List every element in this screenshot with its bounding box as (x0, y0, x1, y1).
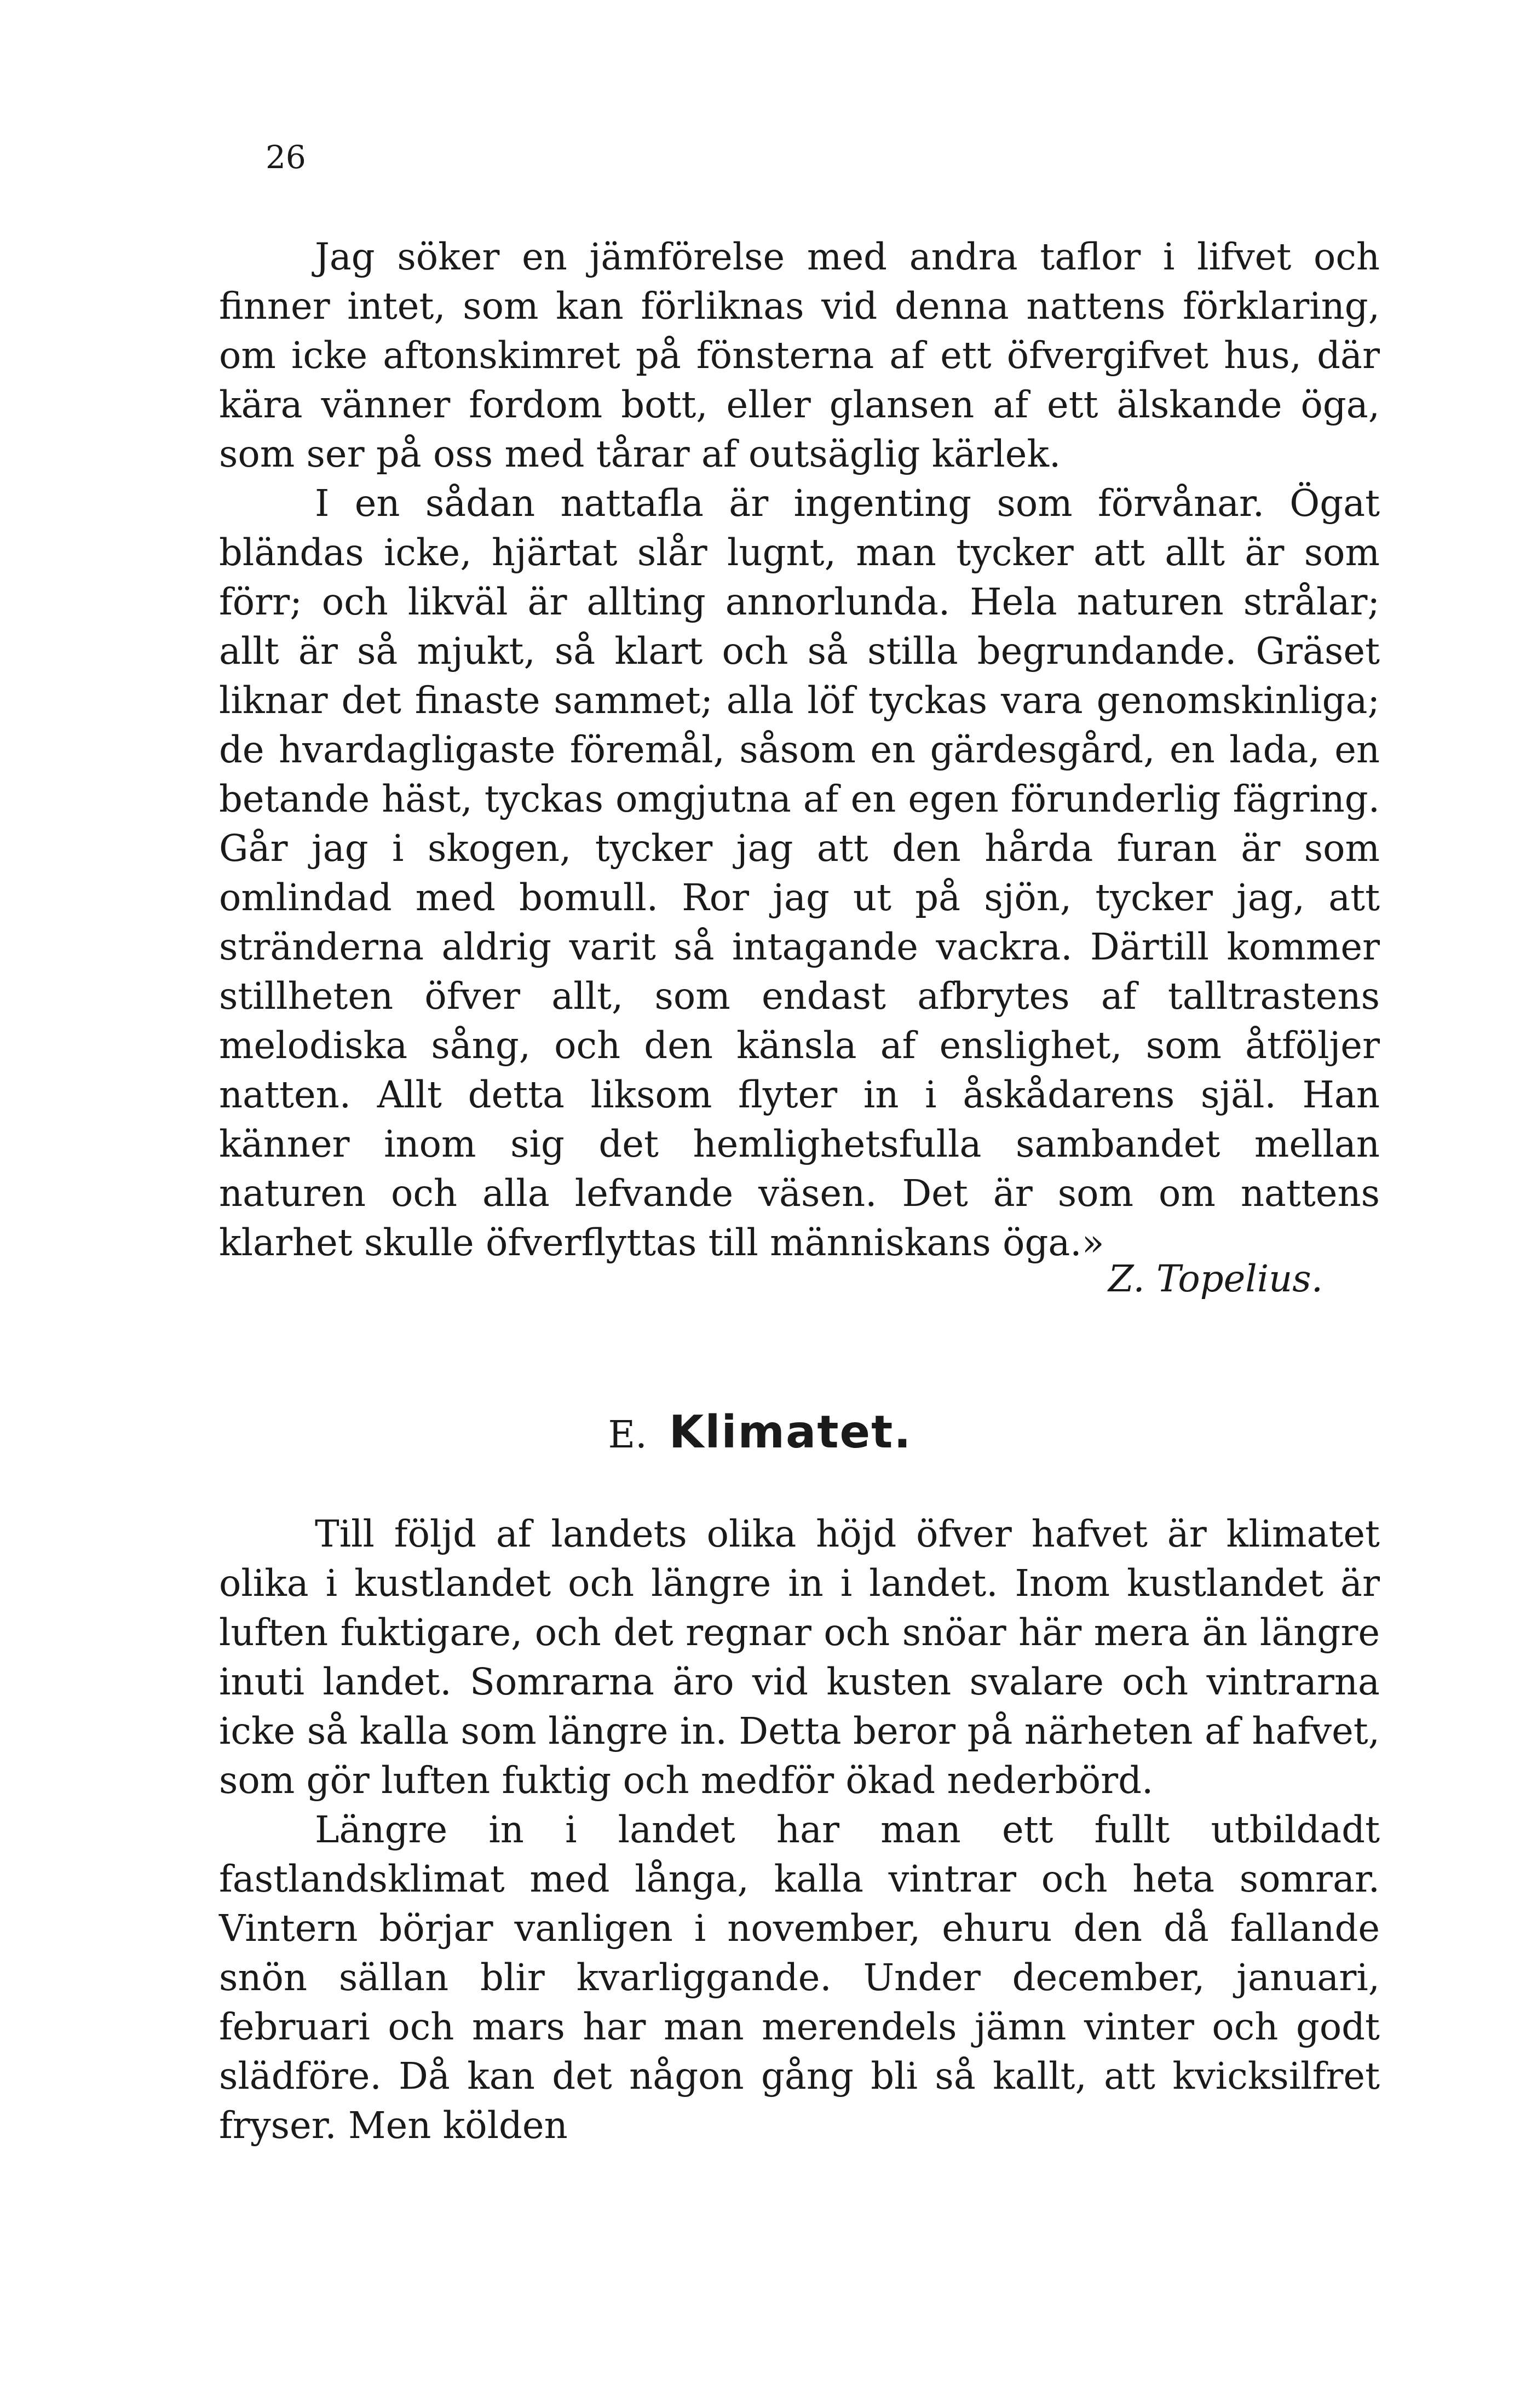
passage-paragraph-2: I en sådan nattafla är ingenting som förvånar. Ögat bländas icke, hjärtat slår lugnt, man tycker att allt är som förr; och likväl är allting annorlunda. Hela naturen strålar; allt är så mjukt, så klart och så stilla begrundande. Gräset liknar det finaste sammet; alla löf tyckas vara genomskinliga; de hvardagligaste föremål, såsom en gärdesgård, en lada, en betande häst, tyckas omgjutna af en egen förunderlig fägring. Går jag i skogen, tycker jag att den hårda furan är som omlindad med bomull. Ror jag ut på sjön, tycker jag, att stränderna aldrig varit så intagande vackra. Därtill kommer stillheten öfver allt, som endast afbrytes af talltrastens melodiska sång, och den känsla af enslighet, som åtföljer natten. Allt detta liksom flyter in i åskådarens själ. Han känner inom sig det hemlighetsfulla sambandet mellan naturen och alla lefvande väsen. Det är som om nattens klarhet skulle öfverflyttas till människans öga.» (219, 482, 1380, 1264)
quoted-passage (219, 232, 1380, 1267)
passage-paragraph-1: Jag söker en jämförelse med andra taflor i lifvet och finner intet, som kan förliknas vid denna nattens förklaring, om icke aftonskimret på fönsterna af ett öfvergifvet hus, där kära vänner fordom bott, eller glansen af ett älskande öga, som ser på oss med tårar af outsäglig kärlek. (219, 235, 1380, 475)
section-paragraph-1: Till följd af landets olika höjd öfver hafvet är klimatet olika i kustlandet och längre in i landet. Inom kustlandet är luften fuktigare, och det regnar och snöar här mera än längre inuti landet. Somrarna äro vid kusten svalare och vintrarna icke så kalla som längre in. Detta beror på närheten af hafvet, som gör luften fuktig och medför ökad nederbörd. (219, 1513, 1380, 1802)
section-letter: E. (608, 1413, 647, 1457)
section-paragraph-2: Längre in i landet har man ett fullt utbildadt fastlandsklimat med långa, kalla vintrar och heta somrar. Vintern börjar vanligen i november, ehuru den då fallande snön sällan blir kvarliggande. Under december, januari, februari och mars har man merendels jämn vinter och godt slädföre. Då kan det någon gång bli så kallt, att kvicksilfret fryser. Men kölden (219, 1808, 1380, 2147)
section-body (219, 1509, 1380, 2150)
section-heading (0, 1406, 1520, 1458)
section-title: Klimatet. (669, 1406, 912, 1458)
page-number: 26 (266, 139, 306, 176)
author-signature: Z. Topelius. (1108, 1257, 1323, 1300)
